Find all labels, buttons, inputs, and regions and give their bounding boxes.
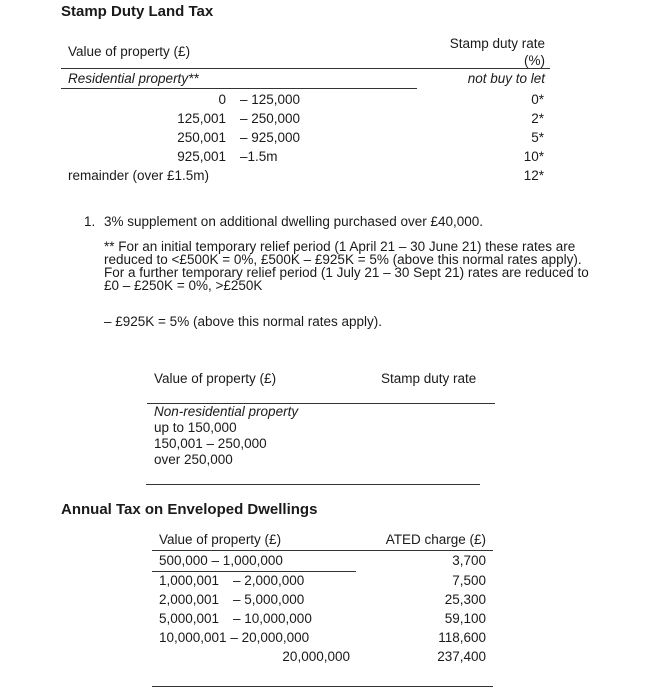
ated-row-from: 10,000,001 – 20,000,000 bbox=[159, 630, 310, 645]
sdlt-section: Residential property** bbox=[68, 71, 199, 86]
row-from: 250,001 bbox=[177, 130, 226, 145]
row-rate: 5* bbox=[531, 130, 544, 145]
ated-col-charge: ATED charge (£) bbox=[385, 532, 486, 547]
ated-row-charge: 118,600 bbox=[438, 630, 486, 645]
sdlt-col-rate: Stamp duty rate bbox=[449, 36, 545, 51]
divider bbox=[61, 68, 550, 69]
divider bbox=[146, 484, 480, 485]
ated-row-range: 500,000 – 1,000,000 bbox=[159, 553, 283, 568]
sdlt-col-rate-unit: (%) bbox=[524, 53, 545, 68]
ated-row-from: 1,000,001 bbox=[159, 573, 220, 588]
row-to: – 250,000 bbox=[240, 111, 301, 126]
nonres-section: Non-residential property bbox=[154, 404, 299, 419]
remainder-rate: 12* bbox=[523, 168, 544, 183]
ated-row-charge: 25,300 bbox=[444, 592, 486, 607]
ated-row-to: – 5,000,000 bbox=[233, 592, 305, 607]
note-number: 1. bbox=[84, 214, 96, 229]
nonres-row: 150,001 – 250,000 bbox=[154, 436, 267, 451]
ated-title: Annual Tax on Enveloped Dwellings bbox=[61, 501, 318, 518]
row-rate: 2* bbox=[531, 111, 544, 126]
ated-row-from: 2,000,001 bbox=[159, 592, 220, 607]
ated-col-value: Value of property (£) bbox=[159, 532, 282, 547]
sdlt-title: Stamp Duty Land Tax bbox=[61, 3, 214, 20]
row-rate: 10* bbox=[523, 149, 544, 164]
remainder-label: remainder (over £1.5m) bbox=[68, 168, 210, 183]
divider bbox=[152, 550, 493, 551]
ated-last-value: 20,000,000 bbox=[282, 649, 350, 664]
ated-row-to: – 10,000,000 bbox=[233, 611, 312, 626]
ated-row-charge: 59,100 bbox=[444, 611, 486, 626]
row-from: 0 bbox=[218, 92, 226, 107]
ated-row-charge: 7,500 bbox=[452, 573, 486, 588]
row-from: 125,001 bbox=[177, 111, 226, 126]
nonres-col-rate: Stamp duty rate bbox=[381, 371, 477, 386]
ated-row-from: 5,000,001 bbox=[159, 611, 220, 626]
nonres-row: up to 150,000 bbox=[154, 420, 237, 435]
ated-last-charge: 237,400 bbox=[437, 649, 486, 664]
note-relief: ** For an initial temporary relief period (1 April 21 – 30 June 21) these rates are reduced to <£500K = 0%, £500K – £925K = 5% (above this normal rates apply). For a further temporary relief period (1 July 21 – 30 Sept 21) rates are reduced to £0 – £250K = 0%, >£250K bbox=[104, 239, 589, 293]
row-rate: 0* bbox=[531, 92, 544, 107]
row-to: –1.5m bbox=[240, 149, 278, 164]
row-to: – 925,000 bbox=[240, 130, 301, 145]
divider bbox=[152, 571, 356, 572]
sdlt-col-value: Value of property (£) bbox=[68, 44, 191, 59]
row-from: 925,001 bbox=[177, 149, 226, 164]
ated-row-charge: 3,700 bbox=[452, 553, 486, 568]
row-to: – 125,000 bbox=[240, 92, 301, 107]
divider bbox=[152, 686, 493, 687]
note-supplement: 3% supplement on additional dwelling purchased over £40,000. bbox=[104, 214, 484, 229]
sdlt-subheader: not buy to let bbox=[467, 71, 545, 86]
note-continuation: – £925K = 5% (above this normal rates apply). bbox=[104, 314, 383, 329]
ated-row-to: – 2,000,000 bbox=[233, 573, 305, 588]
divider bbox=[61, 88, 417, 89]
nonres-row: over 250,000 bbox=[154, 452, 233, 467]
nonres-col-value: Value of property (£) bbox=[154, 371, 277, 386]
